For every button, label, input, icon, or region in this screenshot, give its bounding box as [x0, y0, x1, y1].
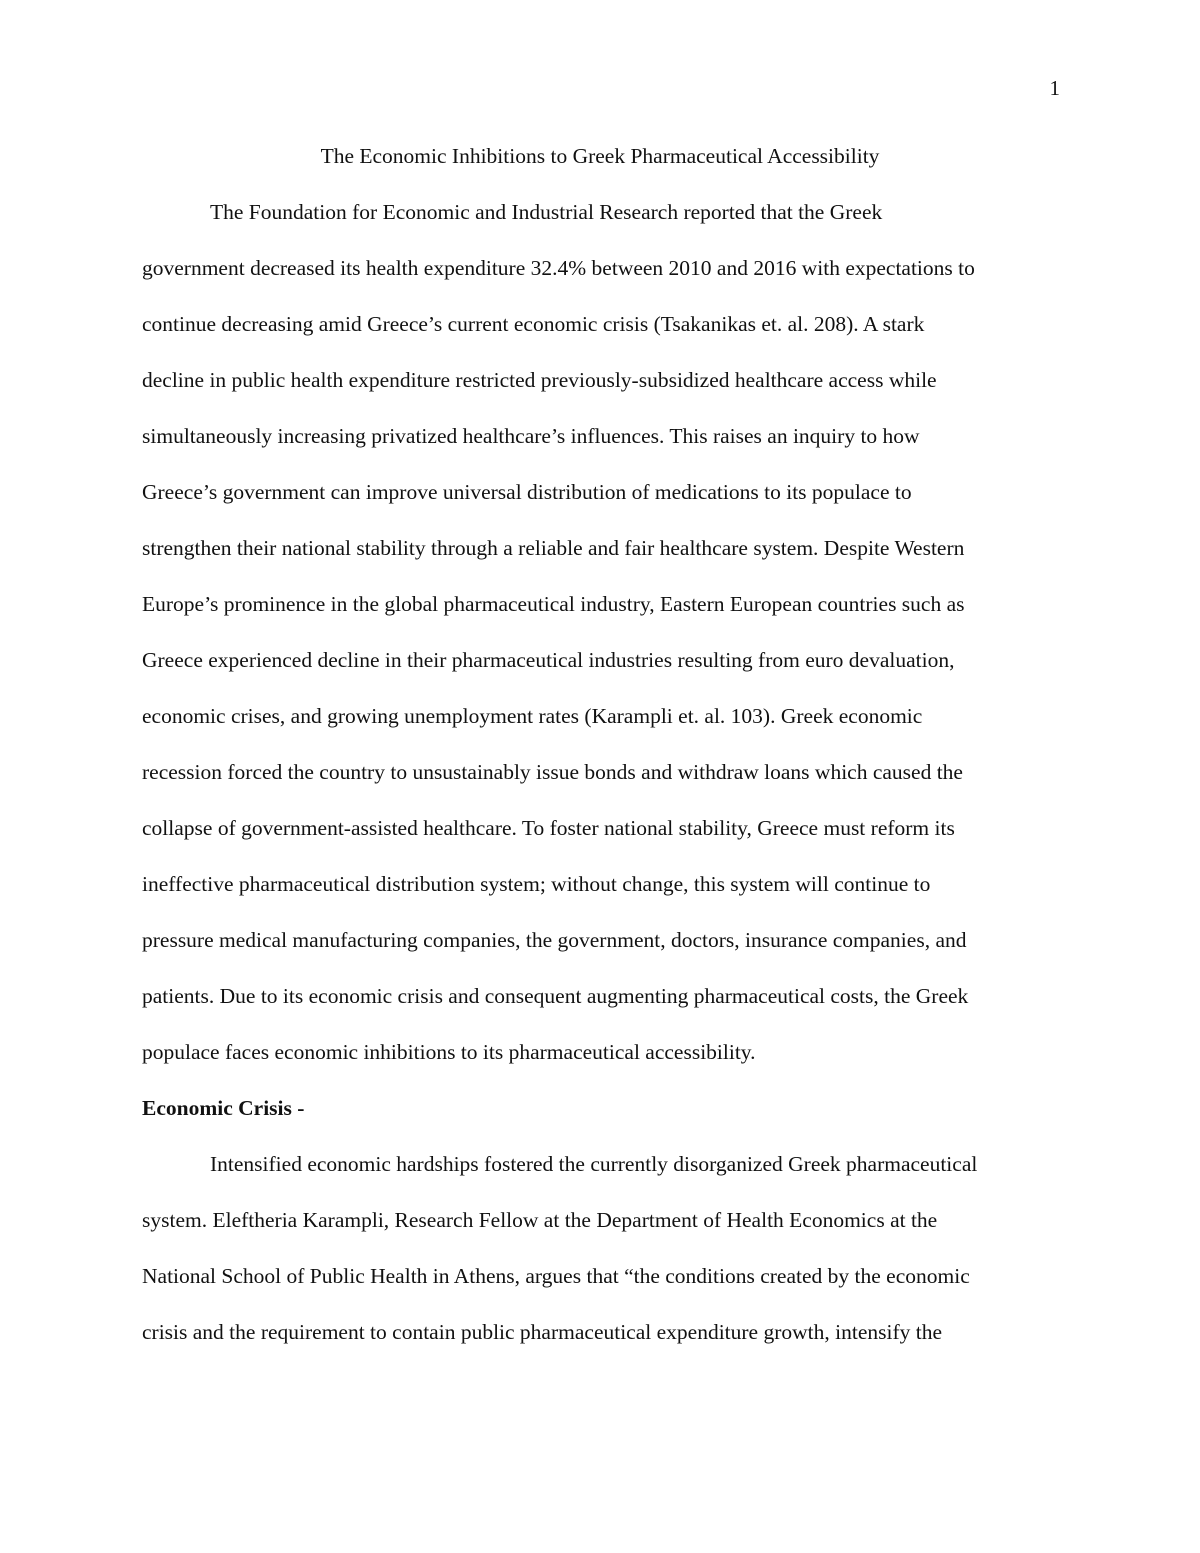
paragraph-line: decline in public health expenditure restricted previously-subsidized healthcare access while: [142, 368, 937, 392]
document-title: The Economic Inhibitions to Greek Pharmaceutical Accessibility: [320, 144, 880, 168]
paragraph-line: National School of Public Health in Athens, argues that “the conditions created by the economic: [142, 1264, 970, 1288]
paragraph-line: continue decreasing amid Greece’s current economic crisis (Tsakanikas et. al. 208). A stark: [142, 312, 925, 336]
paragraph-line: Europe’s prominence in the global pharmaceutical industry, Eastern European countries such as: [142, 592, 965, 616]
paragraph-line: The Foundation for Economic and Industrial Research reported that the Greek: [210, 200, 883, 224]
paragraph-line: populace faces economic inhibitions to its pharmaceutical accessibility.: [142, 1040, 756, 1064]
paragraph-line: recession forced the country to unsustainably issue bonds and withdraw loans which caused the: [142, 760, 963, 784]
paragraph-line: Intensified economic hardships fostered the currently disorganized Greek pharmaceutical: [210, 1152, 978, 1176]
paragraph-line: Greece experienced decline in their pharmaceutical industries resulting from euro devaluation,: [142, 648, 955, 672]
paragraph-line: ineffective pharmaceutical distribution system; without change, this system will continue to: [142, 872, 931, 896]
paragraph-line: government decreased its health expenditure 32.4% between 2010 and 2016 with expectations to: [142, 256, 975, 280]
page-number: 1: [1049, 76, 1060, 100]
paragraph-line: collapse of government-assisted healthcare. To foster national stability, Greece must reform its: [142, 816, 955, 840]
paragraph-line: simultaneously increasing privatized healthcare’s influences. This raises an inquiry to how: [142, 424, 920, 448]
paragraph-line: crisis and the requirement to contain public pharmaceutical expenditure growth, intensify the: [142, 1320, 943, 1344]
paragraph-line: economic crises, and growing unemployment rates (Karampli et. al. 103). Greek economic: [142, 704, 923, 728]
paragraph-line: system. Eleftheria Karampli, Research Fellow at the Department of Health Economics at the: [142, 1208, 938, 1232]
paragraph-line: strengthen their national stability through a reliable and fair healthcare system. Despite Western: [142, 536, 965, 560]
paragraph-line: pressure medical manufacturing companies, the government, doctors, insurance companies, and: [142, 928, 967, 952]
paragraph-line: Greece’s government can improve universal distribution of medications to its populace to: [142, 480, 912, 504]
section-heading: Economic Crisis -: [142, 1096, 305, 1120]
paragraph-line: patients. Due to its economic crisis and consequent augmenting pharmaceutical costs, the Greek: [142, 984, 969, 1008]
